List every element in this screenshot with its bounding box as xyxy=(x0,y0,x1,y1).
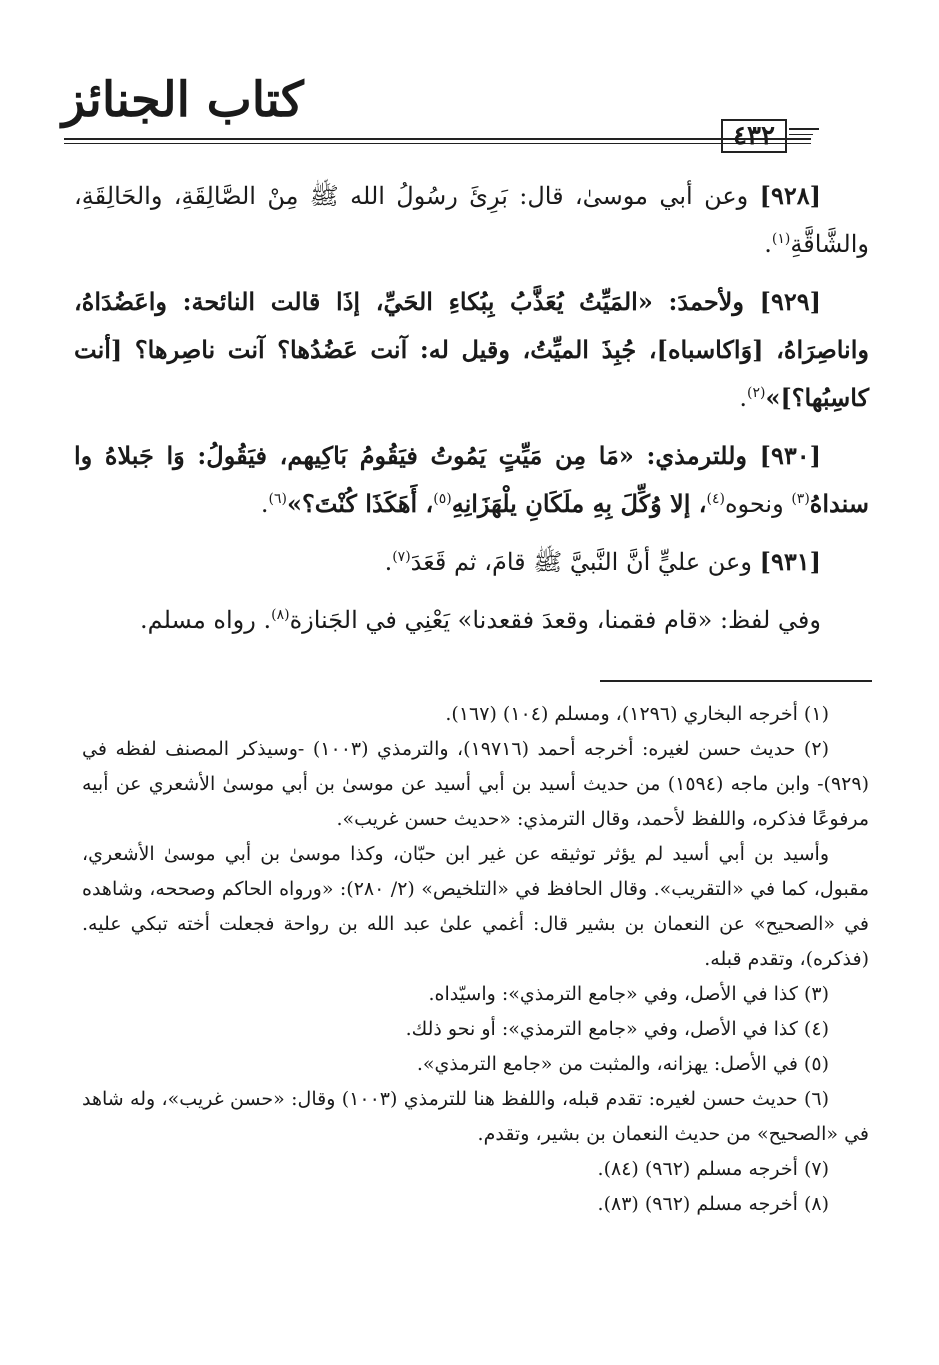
footnote-ref: (٧) xyxy=(392,549,411,565)
footnote-ref: (٥) xyxy=(433,491,452,507)
header-rule-thin xyxy=(64,143,811,144)
hadith-end: . رواه مسلم. xyxy=(139,606,272,634)
header-rule-tail-thin xyxy=(789,134,813,135)
header-rule xyxy=(64,138,811,140)
hadith-text: وللترمذي: «مَا مِن مَيِّتٍ يَمُوتُ فيَقُومُ بَاكِيهم، فيَقُولُ: وَا جَبلاهُ وا سنداهُ xyxy=(74,441,869,518)
header-rule-tail xyxy=(789,128,819,130)
hadith-text: ولأحمدَ: «المَيِّتُ يُعَذَّبُ بِبُكاءِ الحَيِّ، إذَا قالت النائحة: واعَضُدَاهُ، واناصِرَاهُ، [وَاكاسباه]، جُبِذَ الميِّتُ، وقيل له: آنت عَضُدُها؟ آنت ناصِرها؟ [أنت كاسِبُها؟]» xyxy=(74,287,869,412)
footnote-ref: (٦) xyxy=(268,491,287,507)
hadith-end: . xyxy=(260,490,269,518)
footnote-2-continued: وأسيد بن أبي أسيد لم يؤثر توثيقه عن غير ابن حبّان، وكذا موسىٰ بن أبي موسىٰ الأشعري، مقبول، كما في «التقريب». وقال الحافظ في «التلخيص» (٢/ ٢٨٠): «ورواه الحاكم وصححه، وشاهده في «الصحيح» عن النعمان بن بشير قال: أغمي علىٰ عبد الله بن رواحة فجعلت أخته تبكي عليه. (فذكره)، وتقدم قبله. xyxy=(82,843,870,970)
footnote-6: (٦) حديث حسن لغيره: تقدم قبله، واللفظ هنا للترمذي (١٠٠٣) وقال: «حسن غريب»، وله شاهد في «الصحيح» من حديث النعمان بن بشير، وتقدم. xyxy=(82,1088,869,1145)
hadith-text-3: ، إلا وُكِّلَ بِهِ ملَكَانِ يلْهَزَانِهِ xyxy=(451,489,707,518)
book-title: كتاب الجنائز xyxy=(62,72,304,128)
hadith-929 xyxy=(74,278,869,422)
hadith-931 xyxy=(74,538,869,586)
page-number: ٤٣٢ xyxy=(721,119,787,153)
footnote-ref: (٣) xyxy=(791,491,810,507)
footnote-4: (٤) كذا في الأصل، وفي «جامع الترمذي»: أو نحو ذلك. xyxy=(405,1018,829,1040)
hadith-text: وعن أبي موسىٰ، قال: بَرِئَ رسُولُ الله ﷺ مِنْ الصَّالِقَةِ، والحَالِقَةِ، والشَّاقَّةِ xyxy=(74,182,869,258)
hadith-931-variant xyxy=(74,596,869,644)
hadith-text: وفي لفظ: «قام فقمنا، وقعدَ فقعدنا» يَعْنِي في الجَنازة xyxy=(289,606,821,634)
hadith-end: . xyxy=(384,548,393,576)
hadith-number: [٩٣٠] xyxy=(759,441,821,470)
footnote-ref: (٨) xyxy=(271,607,290,623)
hadith-text: وعن عليٍّ أنَّ النَّبيَّ ﷺ قامَ، ثم قَعَدَ xyxy=(410,548,760,576)
footnote-ref: (١) xyxy=(771,231,791,247)
hadith-end: . xyxy=(764,230,772,258)
footnote-8: (٨) أخرجه مسلم (٩٦٢) (٨٣). xyxy=(597,1193,829,1215)
hadith-number: [٩٢٩] xyxy=(759,287,821,316)
footnotes xyxy=(82,697,869,1222)
footnote-3: (٣) كذا في الأصل، وفي «جامع الترمذي»: واسيّداه. xyxy=(428,983,829,1005)
hadith-930 xyxy=(74,432,869,528)
footnote-ref: (٢) xyxy=(746,385,766,401)
footnote-1: (١) أخرجه البخاري (١٢٩٦)، ومسلم (١٠٤) (١٦٧). xyxy=(445,703,829,725)
footnote-7: (٧) أخرجه مسلم (٩٦٢) (٨٤). xyxy=(597,1158,829,1180)
footnote-5: (٥) في الأصل: يهزانه، والمثبت من «جامع الترمذي». xyxy=(416,1053,829,1075)
hadith-text-2: ونحوه xyxy=(724,490,792,518)
hadith-number: [٩٣١] xyxy=(759,547,821,576)
main-text xyxy=(74,172,869,654)
hadith-928 xyxy=(74,172,869,268)
footnote-2: (٢) حديث حسن لغيره: أخرجه أحمد (١٩٧١٦)، والترمذي (١٠٠٣) -وسيذكر المصنف لفظه في (٩٢٩)- وابن ماجه (١٥٩٤) من حديث أسيد بن أبي أسيد عن موسىٰ بن أبي موسىٰ الأشعري عن أبيه مرفوعًا فذكره، واللفظ لأحمد، وقال الترمذي: «حديث حسن غريب». xyxy=(82,738,870,830)
footnote-separator xyxy=(600,680,872,682)
footnote-ref: (٤) xyxy=(706,491,725,507)
hadith-number: [٩٢٨] xyxy=(759,181,821,210)
hadith-text-4: ، أَهَكَذَا كُنْتَ؟» xyxy=(286,489,434,518)
hadith-end: . xyxy=(739,384,747,412)
